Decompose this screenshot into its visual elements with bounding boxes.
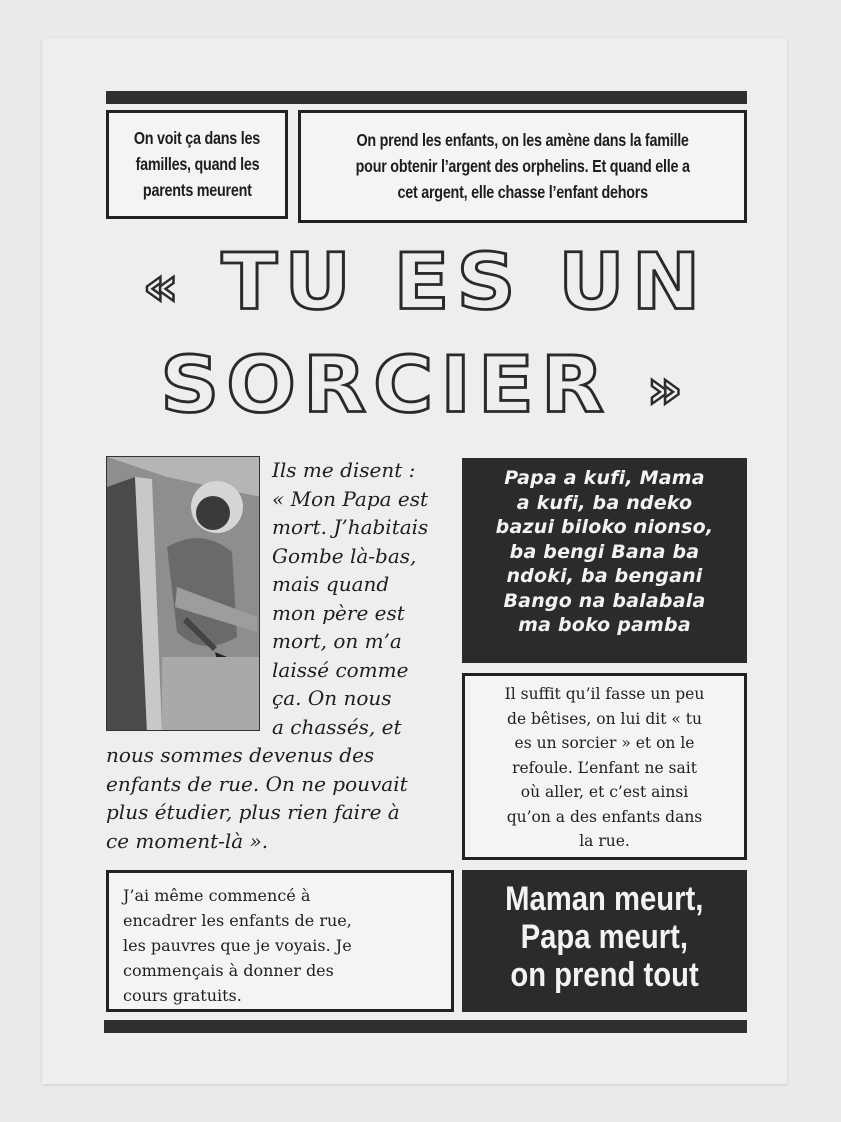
testimony-line: mon père est (272, 600, 405, 625)
headline-line-2 (100, 340, 750, 431)
headline-text-1: TU ES UN (221, 237, 708, 328)
encadrer-line: les pauvres que je voyais. Je (123, 936, 352, 955)
headline-text-2: SORCIER (160, 340, 611, 431)
testimony-line: laissé comme (272, 657, 409, 682)
quote-line: pour obtenir l’argent des orphelins. Et quand elle a (355, 156, 690, 176)
headline-line-1 (100, 237, 750, 328)
sorcier-line: la rue. (579, 832, 630, 850)
encadrer-quote-box (106, 870, 454, 1012)
quote-line: On voit ça dans les (133, 128, 261, 148)
lingala-line: a kufi, ba ndeko (516, 491, 693, 514)
testimony-line: mort, on m’a (272, 629, 402, 653)
sorcier-line: qu’on a des enfants dans (506, 807, 703, 826)
sorcier-line: refoule. L’enfant ne sait (512, 758, 697, 777)
encadrer-line: cours gratuits. (123, 986, 242, 1005)
sorcier-line: de bêtises, on lui dit « tu (507, 709, 702, 728)
top-rule (106, 91, 747, 104)
close-quote: » (646, 358, 690, 421)
sorcier-line: où aller, et c’est ainsi (520, 783, 689, 801)
testimony-line: ça. On nous (272, 686, 392, 710)
sorcier-line: es un sorcier » et on le (514, 734, 695, 752)
testimony-line: nous sommes devenus des (106, 743, 375, 767)
testimony-line: ce moment-là ». (106, 828, 269, 853)
bottom-rule (104, 1020, 747, 1033)
sorcier-quote-box (462, 673, 747, 860)
maman-line: Maman meurt, (505, 880, 704, 918)
encadrer-line: encadrer les enfants de rue, (123, 911, 352, 930)
lingala-line: ba bengi Bana ba (509, 540, 700, 563)
quote-line: parents meurent (142, 180, 252, 200)
testimony-line: mort. J’habitais (272, 515, 429, 539)
quote-line: familles, quand les (135, 154, 259, 174)
child-illustration (106, 456, 260, 731)
quote-box-orphans (298, 110, 747, 223)
testimony-line: « Mon Papa est (272, 486, 429, 511)
testimony-line: Ils me disent : (272, 458, 416, 482)
lingala-line: Bango na balabala (503, 589, 706, 612)
maman-line: Papa meurt, (520, 918, 689, 956)
quote-line: On prend les enfants, on les amène dans la famille (356, 130, 689, 150)
lingala-line: Papa a kufi, Mama (504, 467, 705, 489)
testimony-line: Gombe là-bas, (272, 543, 417, 568)
quote-line: cet argent, elle chasse l’enfant dehors (397, 182, 648, 202)
testimony-continuation (106, 741, 456, 855)
lingala-quote-box (462, 458, 747, 663)
open-quote: « (142, 255, 186, 318)
testimony-line: plus étudier, plus rien faire à (106, 800, 400, 824)
maman-quote-box (462, 870, 747, 1012)
encadrer-line: J’ai même commencé à (123, 886, 311, 905)
testimony-column (272, 456, 458, 741)
lingala-line: ma boko pamba (518, 614, 691, 636)
lingala-line: bazui biloko nionso, (495, 516, 714, 538)
testimony-line: mais quand (272, 572, 390, 596)
quote-box-families (106, 110, 288, 219)
sorcier-line: Il suffit qu’il fasse un peu (504, 685, 705, 703)
testimony-line: enfants de rue. On ne pouvait (106, 771, 408, 796)
testimony-line: a chassés, et (272, 714, 402, 739)
encadrer-line: commençais à donner des (123, 961, 334, 980)
child-illustration-drawing (107, 457, 260, 731)
maman-line: on prend tout (510, 956, 699, 994)
lingala-line: ndoki, ba bengani (506, 565, 703, 587)
